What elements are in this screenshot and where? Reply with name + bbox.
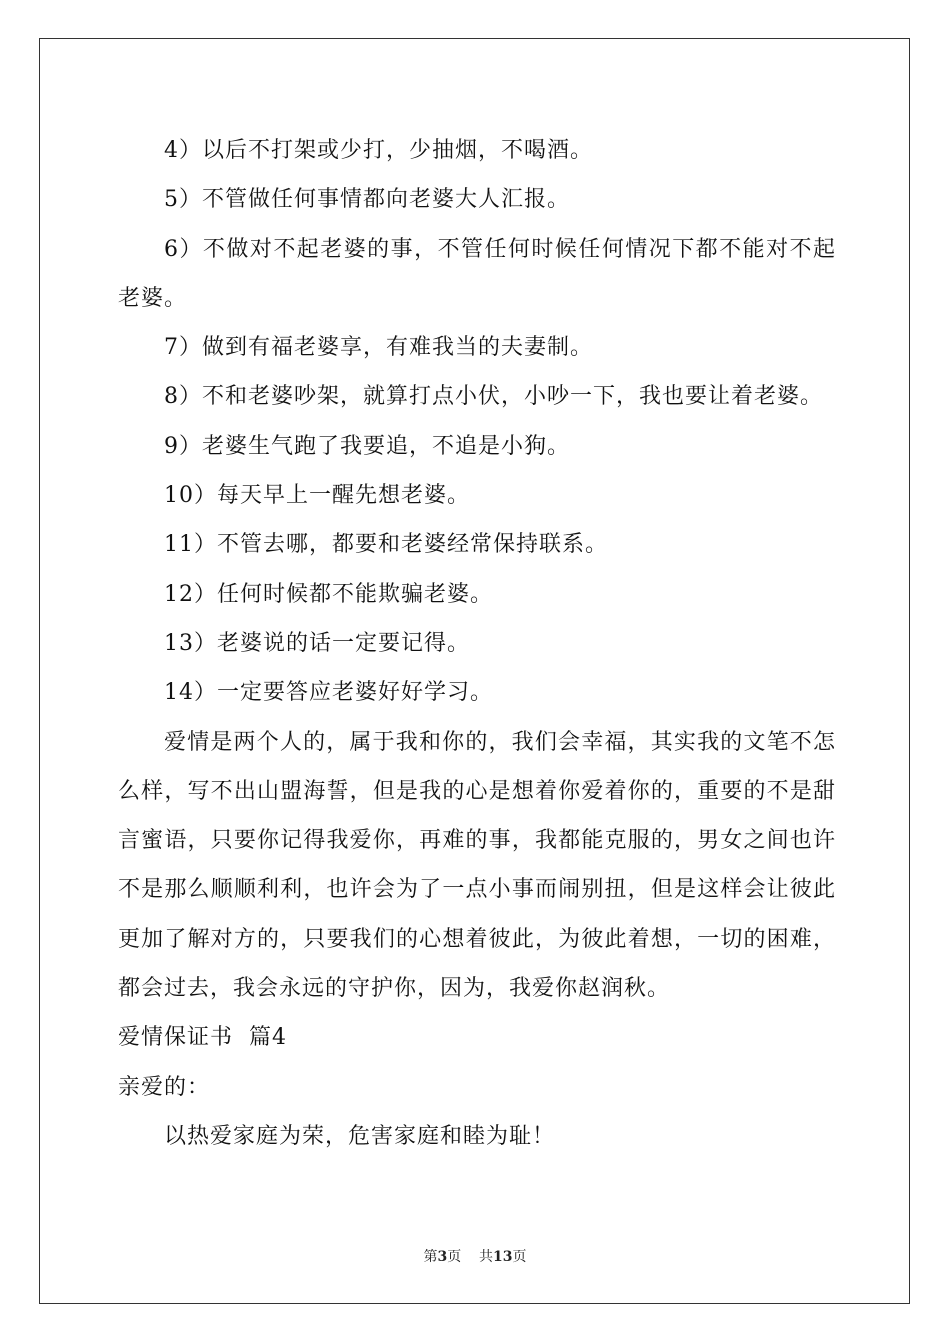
- list-item: 12）任何时候都不能欺骗老婆。: [164, 581, 493, 607]
- salutation: 亲爱的：: [118, 1074, 211, 1100]
- page-suffix: 页: [447, 1249, 462, 1265]
- list-item: 14）一定要答应老婆好好学习。: [164, 680, 493, 706]
- list-item: 6）不做对不起老婆的事，不管任何时候任何情况下都不能对不起老婆。: [118, 236, 836, 311]
- list-item: 9）老婆生气跑了我要追，不追是小狗。: [164, 433, 570, 459]
- list-item: 11）不管去哪，都要和老婆经常保持联系。: [164, 532, 608, 558]
- page-number: 3: [437, 1249, 448, 1265]
- document-body: [118, 126, 836, 1161]
- list-item: 5）不管做任何事情都向老婆大人汇报。: [164, 187, 570, 213]
- section-title: 爱情保证书 篇4: [118, 1025, 287, 1051]
- list-item: 10）每天早上一醒先想老婆。: [164, 483, 470, 509]
- total-pages: 13: [493, 1249, 513, 1265]
- list-item: 13）老婆说的话一定要记得。: [164, 630, 470, 656]
- list-item: 7）做到有福老婆享，有难我当的夫妻制。: [164, 335, 593, 361]
- list-item: 4）以后不打架或少打，少抽烟，不喝酒。: [164, 138, 593, 163]
- total-suffix: 页: [512, 1249, 527, 1265]
- page-footer: [0, 1246, 950, 1266]
- motto: 以热爱家庭为荣，危害家庭和睦为耻！: [164, 1123, 556, 1149]
- page-prefix: 第: [423, 1249, 438, 1265]
- closing-paragraph: 爱情是两个人的，属于我和你的，我们会幸福，其实我的文笔不怎么样，写不出山盟海誓，但是我的心是想着你爱着你的，重要的不是甜言蜜语，只要你记得我爱你，再难的事，我都能克服的，男女之间也许不是那么顺顺利利，也许会为了一点小事而闹别扭，但是这样会让彼此更加了解对方的，只要我们的心想着彼此，为彼此着想，一切的困难，都会过去，我会永远的守护你，因为，我爱你赵润秋。: [118, 729, 836, 1002]
- total-prefix: 共: [479, 1249, 494, 1265]
- list-item: 8）不和老婆吵架，就算打点小伏，小吵一下，我也要让着老婆。: [164, 384, 823, 410]
